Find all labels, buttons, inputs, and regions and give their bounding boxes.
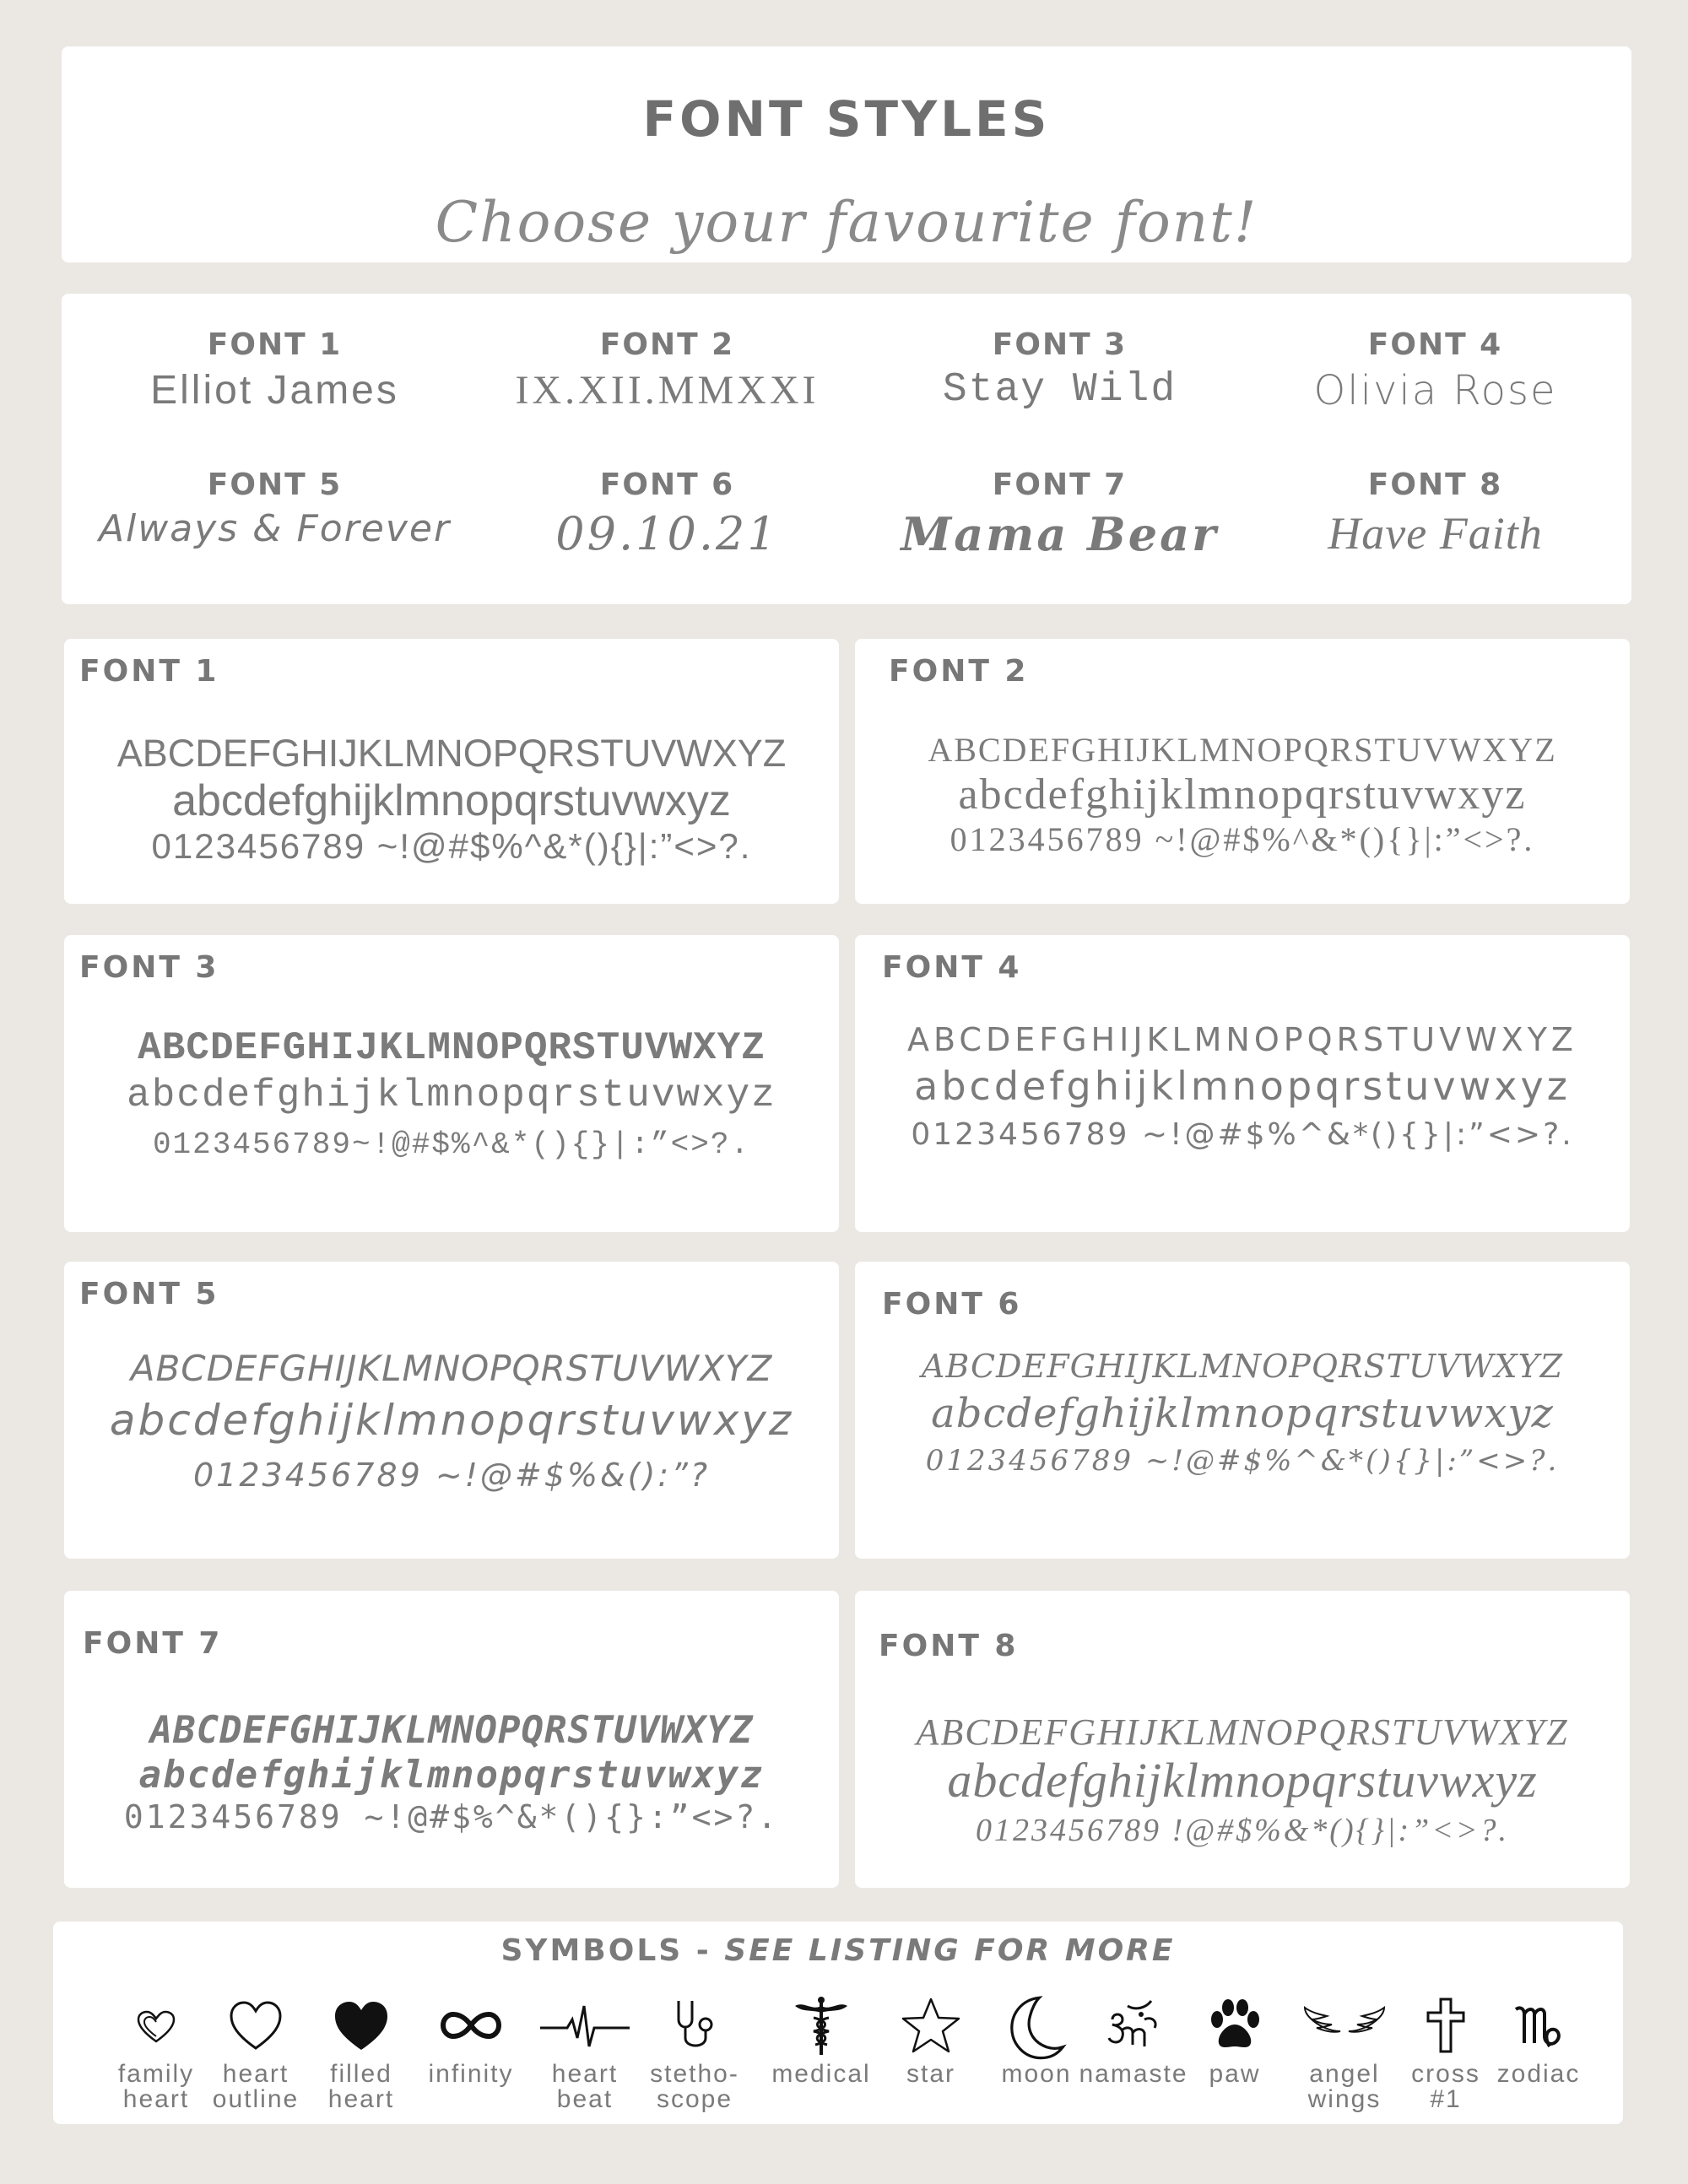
preview-label: FONT 1 bbox=[207, 327, 343, 362]
preview-sample: Mama Bear bbox=[901, 507, 1219, 561]
characters-line: 0123456789 ~!@#$%^&*(){}|:”<>?. bbox=[925, 1444, 1560, 1478]
characters-line: 0123456789 ~!@#$%&():”? bbox=[193, 1457, 710, 1494]
font-card-3[interactable] bbox=[64, 935, 839, 1232]
symbol-star[interactable] bbox=[889, 1994, 973, 2087]
characters-line: 0123456789 ~!@#$%^&*(){}|:”<>?. bbox=[911, 1117, 1574, 1152]
font-card-label: FONT 2 bbox=[889, 654, 1029, 689]
family-heart-icon bbox=[106, 1994, 207, 2062]
lowercase-line: abcdefghijklmnopqrstuvwxyz bbox=[109, 1396, 794, 1445]
symbol-cross[interactable] bbox=[1395, 1994, 1496, 2112]
paw-icon bbox=[1184, 1994, 1285, 2062]
uppercase-line: ABCDEFGHIJKLMNOPQRSTUVWXYZ bbox=[921, 1348, 1564, 1385]
characters-line: 0123456789 ~!@#$%^&*(){}|:”<>?. bbox=[950, 820, 1535, 858]
symbol-label-line1: cross bbox=[1411, 2060, 1480, 2088]
page-subtitle: Choose your favourite font! bbox=[435, 190, 1258, 255]
preview-label: FONT 7 bbox=[992, 468, 1128, 502]
symbol-namaste[interactable] bbox=[1070, 1994, 1197, 2087]
symbol-label-line1: heart bbox=[551, 2060, 619, 2088]
medical-icon bbox=[758, 1994, 885, 2062]
symbol-label-line1: filled bbox=[330, 2060, 392, 2088]
font-card-label: FONT 1 bbox=[79, 654, 219, 689]
uppercase-line: ABCDEFGHIJKLMNOPQRSTUVWXYZ bbox=[138, 1026, 766, 1070]
symbol-heart-beat[interactable] bbox=[534, 1994, 636, 2112]
zodiac-icon bbox=[1488, 1994, 1589, 2062]
symbol-label-line2: outline bbox=[212, 2085, 300, 2113]
characters-line: 0123456789~!@#$%^&*(){}|:”<>?. bbox=[152, 1127, 751, 1162]
preview-sample: Stay Wild bbox=[942, 367, 1177, 413]
symbol-label-line2: heart bbox=[327, 2085, 395, 2113]
uppercase-line: ABCDEFGHIJKLMNOPQRSTUVWXYZ bbox=[928, 731, 1557, 769]
symbol-infinity[interactable] bbox=[420, 1994, 522, 2087]
preview-sample: Always & Forever bbox=[98, 507, 452, 550]
uppercase-line: ABCDEFGHIJKLMNOPQRSTUVWXYZ bbox=[116, 732, 787, 775]
symbol-label-line1: zodiac bbox=[1496, 2060, 1581, 2088]
cross-icon bbox=[1395, 1994, 1496, 2062]
font-card-label: FONT 6 bbox=[882, 1287, 1022, 1322]
header-card bbox=[62, 46, 1631, 262]
preview-sample: 09.10.21 bbox=[555, 507, 779, 560]
font-card-1[interactable] bbox=[64, 639, 839, 904]
preview-font-1[interactable] bbox=[78, 327, 471, 414]
font-preview-card bbox=[62, 294, 1631, 604]
characters-line: 0123456789 ~!@#$%^&*(){}|:”<>?. bbox=[151, 826, 752, 866]
heart-outline-icon bbox=[205, 1994, 306, 2062]
symbol-label-line1: stetho- bbox=[650, 2060, 739, 2088]
symbol-label-line1: infinity bbox=[428, 2060, 514, 2088]
symbol-zodiac[interactable] bbox=[1488, 1994, 1589, 2087]
symbol-label-line2: #1 bbox=[1430, 2085, 1462, 2113]
symbol-label-line1: medical bbox=[771, 2060, 871, 2088]
lowercase-line: abcdefghijklmnopqrstuvwxyz bbox=[947, 1753, 1538, 1808]
symbol-label-line1: angel bbox=[1309, 2060, 1380, 2088]
preview-font-8[interactable] bbox=[1239, 468, 1631, 560]
preview-font-4[interactable] bbox=[1239, 327, 1631, 414]
uppercase-line: ABCDEFGHIJKLMNOPQRSTUVWXYZ bbox=[916, 1711, 1569, 1753]
preview-label: FONT 6 bbox=[599, 468, 735, 502]
lowercase-line: abcdefghijklmnopqrstuvwxyz bbox=[172, 776, 731, 825]
symbol-label-line1: moon bbox=[1001, 2060, 1072, 2088]
preview-label: FONT 5 bbox=[207, 468, 343, 502]
lowercase-line: abcdefghijklmnopqrstuvwxyz bbox=[127, 1073, 776, 1117]
preview-font-3[interactable] bbox=[863, 327, 1256, 413]
font-card-7[interactable] bbox=[64, 1591, 839, 1888]
font-card-label: FONT 7 bbox=[83, 1626, 223, 1661]
namaste-icon bbox=[1070, 1994, 1197, 2062]
characters-line: 0123456789 ~!@#$%^&*(){}:”<>?. bbox=[123, 1798, 780, 1835]
symbol-label-line1: heart bbox=[222, 2060, 289, 2088]
infinity-icon bbox=[420, 1994, 522, 2062]
font-card-4[interactable] bbox=[855, 935, 1630, 1232]
star-icon bbox=[889, 1994, 973, 2062]
symbol-label-line1: star bbox=[906, 2060, 955, 2088]
symbol-label-line1: family bbox=[117, 2060, 195, 2088]
font-card-6[interactable] bbox=[855, 1262, 1630, 1559]
preview-font-6[interactable] bbox=[471, 468, 863, 560]
symbol-label-line2: beat bbox=[556, 2085, 614, 2113]
symbol-filled-heart[interactable] bbox=[311, 1994, 412, 2112]
preview-font-2[interactable] bbox=[471, 327, 863, 414]
font-card-2[interactable] bbox=[855, 639, 1630, 904]
font-card-5[interactable] bbox=[64, 1262, 839, 1559]
preview-sample: Elliot James bbox=[150, 368, 399, 413]
lowercase-line: abcdefghijklmnopqrstuvwxyz bbox=[914, 1063, 1571, 1109]
preview-sample: IX.XII.MMXXI bbox=[515, 368, 820, 413]
page-title: FONT STYLES bbox=[642, 90, 1051, 148]
font-card-label: FONT 4 bbox=[882, 950, 1022, 985]
symbols-title-text: SYMBOLS - bbox=[500, 1933, 725, 1968]
heart-beat-icon bbox=[534, 1994, 636, 2062]
uppercase-line: ABCDEFGHIJKLMNOPQRSTUVWXYZ bbox=[130, 1348, 773, 1389]
symbol-family-heart[interactable] bbox=[106, 1994, 207, 2112]
preview-label: FONT 3 bbox=[992, 327, 1128, 362]
symbol-label-line2: wings bbox=[1307, 2085, 1382, 2113]
symbol-label-line1: paw bbox=[1209, 2060, 1261, 2088]
symbol-stethoscope[interactable] bbox=[644, 1994, 745, 2112]
angel-wings-icon bbox=[1290, 1994, 1399, 2062]
filled-heart-icon bbox=[311, 1994, 412, 2062]
font-card-label: FONT 3 bbox=[79, 950, 219, 985]
symbol-label-line1: namaste bbox=[1079, 2060, 1188, 2088]
symbol-heart-outline[interactable] bbox=[205, 1994, 306, 2112]
lowercase-line: abcdefghijklmnopqrstuvwxyz bbox=[958, 770, 1527, 819]
symbols-title bbox=[53, 1933, 1623, 1968]
font-card-label: FONT 5 bbox=[79, 1277, 219, 1311]
preview-label: FONT 8 bbox=[1367, 468, 1503, 502]
symbols-title-emphasis: SEE LISTING FOR MORE bbox=[724, 1933, 1176, 1968]
preview-label: FONT 2 bbox=[599, 327, 735, 362]
symbols-card bbox=[53, 1922, 1623, 2124]
font-card-label: FONT 8 bbox=[879, 1629, 1019, 1663]
symbol-label-line2: scope bbox=[656, 2085, 733, 2113]
preview-sample: Have Faith bbox=[1328, 508, 1543, 559]
lowercase-line: abcdefghijklmnopqrstuvwxyz bbox=[931, 1390, 1554, 1437]
preview-font-7[interactable] bbox=[863, 468, 1256, 561]
uppercase-line: ABCDEFGHIJKLMNOPQRSTUVWXYZ bbox=[149, 1709, 754, 1752]
symbol-paw[interactable] bbox=[1184, 1994, 1285, 2087]
lowercase-line: abcdefghijklmnopqrstuvwxyz bbox=[138, 1754, 765, 1797]
preview-label: FONT 4 bbox=[1367, 327, 1503, 362]
preview-font-5[interactable] bbox=[78, 468, 471, 550]
font-card-8[interactable] bbox=[855, 1591, 1630, 1888]
symbol-label-line2: heart bbox=[122, 2085, 190, 2113]
stethoscope-icon bbox=[644, 1994, 745, 2062]
characters-line: 0123456789 !@#$%&*(){}|:”<>?. bbox=[975, 1813, 1510, 1848]
symbol-angel-wings[interactable] bbox=[1290, 1994, 1399, 2112]
symbol-medical[interactable] bbox=[758, 1994, 885, 2087]
preview-sample: Olivia Rose bbox=[1313, 367, 1557, 414]
uppercase-line: ABCDEFGHIJKLMNOPQRSTUVWXYZ bbox=[907, 1021, 1577, 1058]
